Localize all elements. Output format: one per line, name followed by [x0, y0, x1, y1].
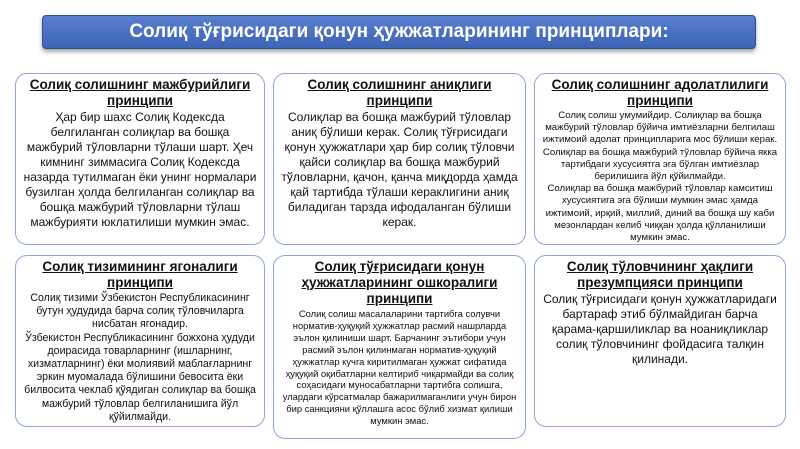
- card-paragraph: Солиқ тўғрисидаги қонун ҳужжатларидаги бартараф этиб бўлмайдиган барча қарама-қаршиликлар ва ноаниқликлар солиқ тўловчининг фойдасига талқин қилинади.: [543, 292, 777, 366]
- card-heading: Солиқ солишнинг мажбурийлиги принципи: [29, 77, 251, 108]
- card-heading: Солиқ солишнинг аниқлиги принципи: [307, 77, 492, 108]
- card-paragraph: Солиқлар ва бошқа мажбурий тўловлар камситиш хусусиятига эга бўлиши мумкин эмас ҳамда ижтимоий, ирқий, миллий, диний ва бошқа шу каби мезонлардан келиб чиққан ҳолда қўлланилиши мумкин эмас.: [545, 183, 775, 244]
- card-heading: Солиқ тизимининг ягоналиги принципи: [42, 259, 238, 290]
- card-paragraph: Солиқ тизими Ўзбекистон Республикасининг бутун ҳудудида барча солиқ тўловчиларга нисбатан ягонадир.: [30, 292, 250, 331]
- card-paragraph: Солиқ солиш масалаларини тартибга солувчи норматив-ҳуқуқий ҳужжатлар расмий нашрларда эълон қилиниши шарт. Барчанинг эътибори учун расмий эълон қилинмаган норматив-ҳуқуқий ҳужжатлар кучга киритилмаган ҳужжат сифатида ҳуқуқий оқибатларни келтириб чиқармайди ва солиқ соҳасидаги муносабатларни тартибга солишга, улардаги кўрсатмалар бажарилмаганлиги учун бирон бир санкцияни қўллашга асос бўлиб хизмат қилиши мумкин эмас.: [282, 308, 517, 427]
- card-heading: Солиқ солишнинг адолатлилиги принципи: [551, 77, 769, 108]
- card-body: [541, 292, 779, 367]
- card-paragraph: Солиқлар ва бошқа мажбурий тўловлар аниқ бўлиши керак. Солиқ тўғрисидаги қонун ҳужжатлари ҳар бир солиқ тўловчи қайси солиқлар ва бошқа мажбурий тўловларни, қачон, қанча миқдорда ҳамда қай тартибда тўлаши кераклигини аниқ биладиган тарзда ифодаланган бўлиши керак.: [281, 110, 518, 229]
- principle-card-certainty: [273, 73, 526, 245]
- card-body: [280, 110, 519, 230]
- slide-title-banner: [42, 15, 756, 49]
- principle-card-unity: [15, 255, 265, 427]
- card-heading: Солиқ тўғрисидаги қонун ҳужжатларининг ошкоралиги принципи: [301, 259, 498, 306]
- card-body: [22, 110, 258, 230]
- card-paragraph: Ўзбекистон Республикасининг божхона ҳудуди доирасида товарларнинг (ишларнинг, хизматларнинг) ёки молиявий маблағларнинг эркин муомалада бўлишини бевосита ёки билвосита чеклаб қўядиган солиқлар ва бошқа мажбурий тўловлар белгиланишига йўл қўйилмайди.: [24, 331, 256, 423]
- principle-card-fairness: [534, 73, 786, 245]
- card-heading: Солиқ тўловчининг ҳақлиги презумпцияси принципи: [566, 259, 754, 290]
- card-body: [22, 292, 258, 424]
- principle-card-presumption: [534, 255, 786, 427]
- card-paragraph: Солиқ солиш умумийдир. Солиқлар ва бошқа мажбурий тўловлар бўйича имтиёзларни белгилаш ижтимоий адолат принципларига мос бўлиши керак. Солиқлар ва бошқа мажбурий тўловлар бўйича якка тартибдаги хусусиятга эга бўлган имтиёзлар берилишига йўл қўйилмайди.: [542, 110, 778, 183]
- slide-title: Солиқ тўғрисидаги қонун ҳужжатларининг принциплари:: [129, 21, 669, 42]
- principle-card-transparency: [273, 255, 526, 439]
- card-paragraph: Ҳар бир шахс Солиқ Кодексда белгиланган солиқлар ва бошқа мажбурий тўловларни тўлаши шарт. Ҳеч кимнинг зиммасига Солиқ Кодексда назарда тутилмаган ёки унинг нормалари бузилган ҳолда белгиланган солиқлар ва бошқа мажбурий тўловларни тўлаш мажбурияти юклатилиши мумкин эмас.: [23, 110, 257, 229]
- principle-card-mandatory: [15, 73, 265, 245]
- card-body: [280, 308, 519, 427]
- card-body: [541, 110, 779, 244]
